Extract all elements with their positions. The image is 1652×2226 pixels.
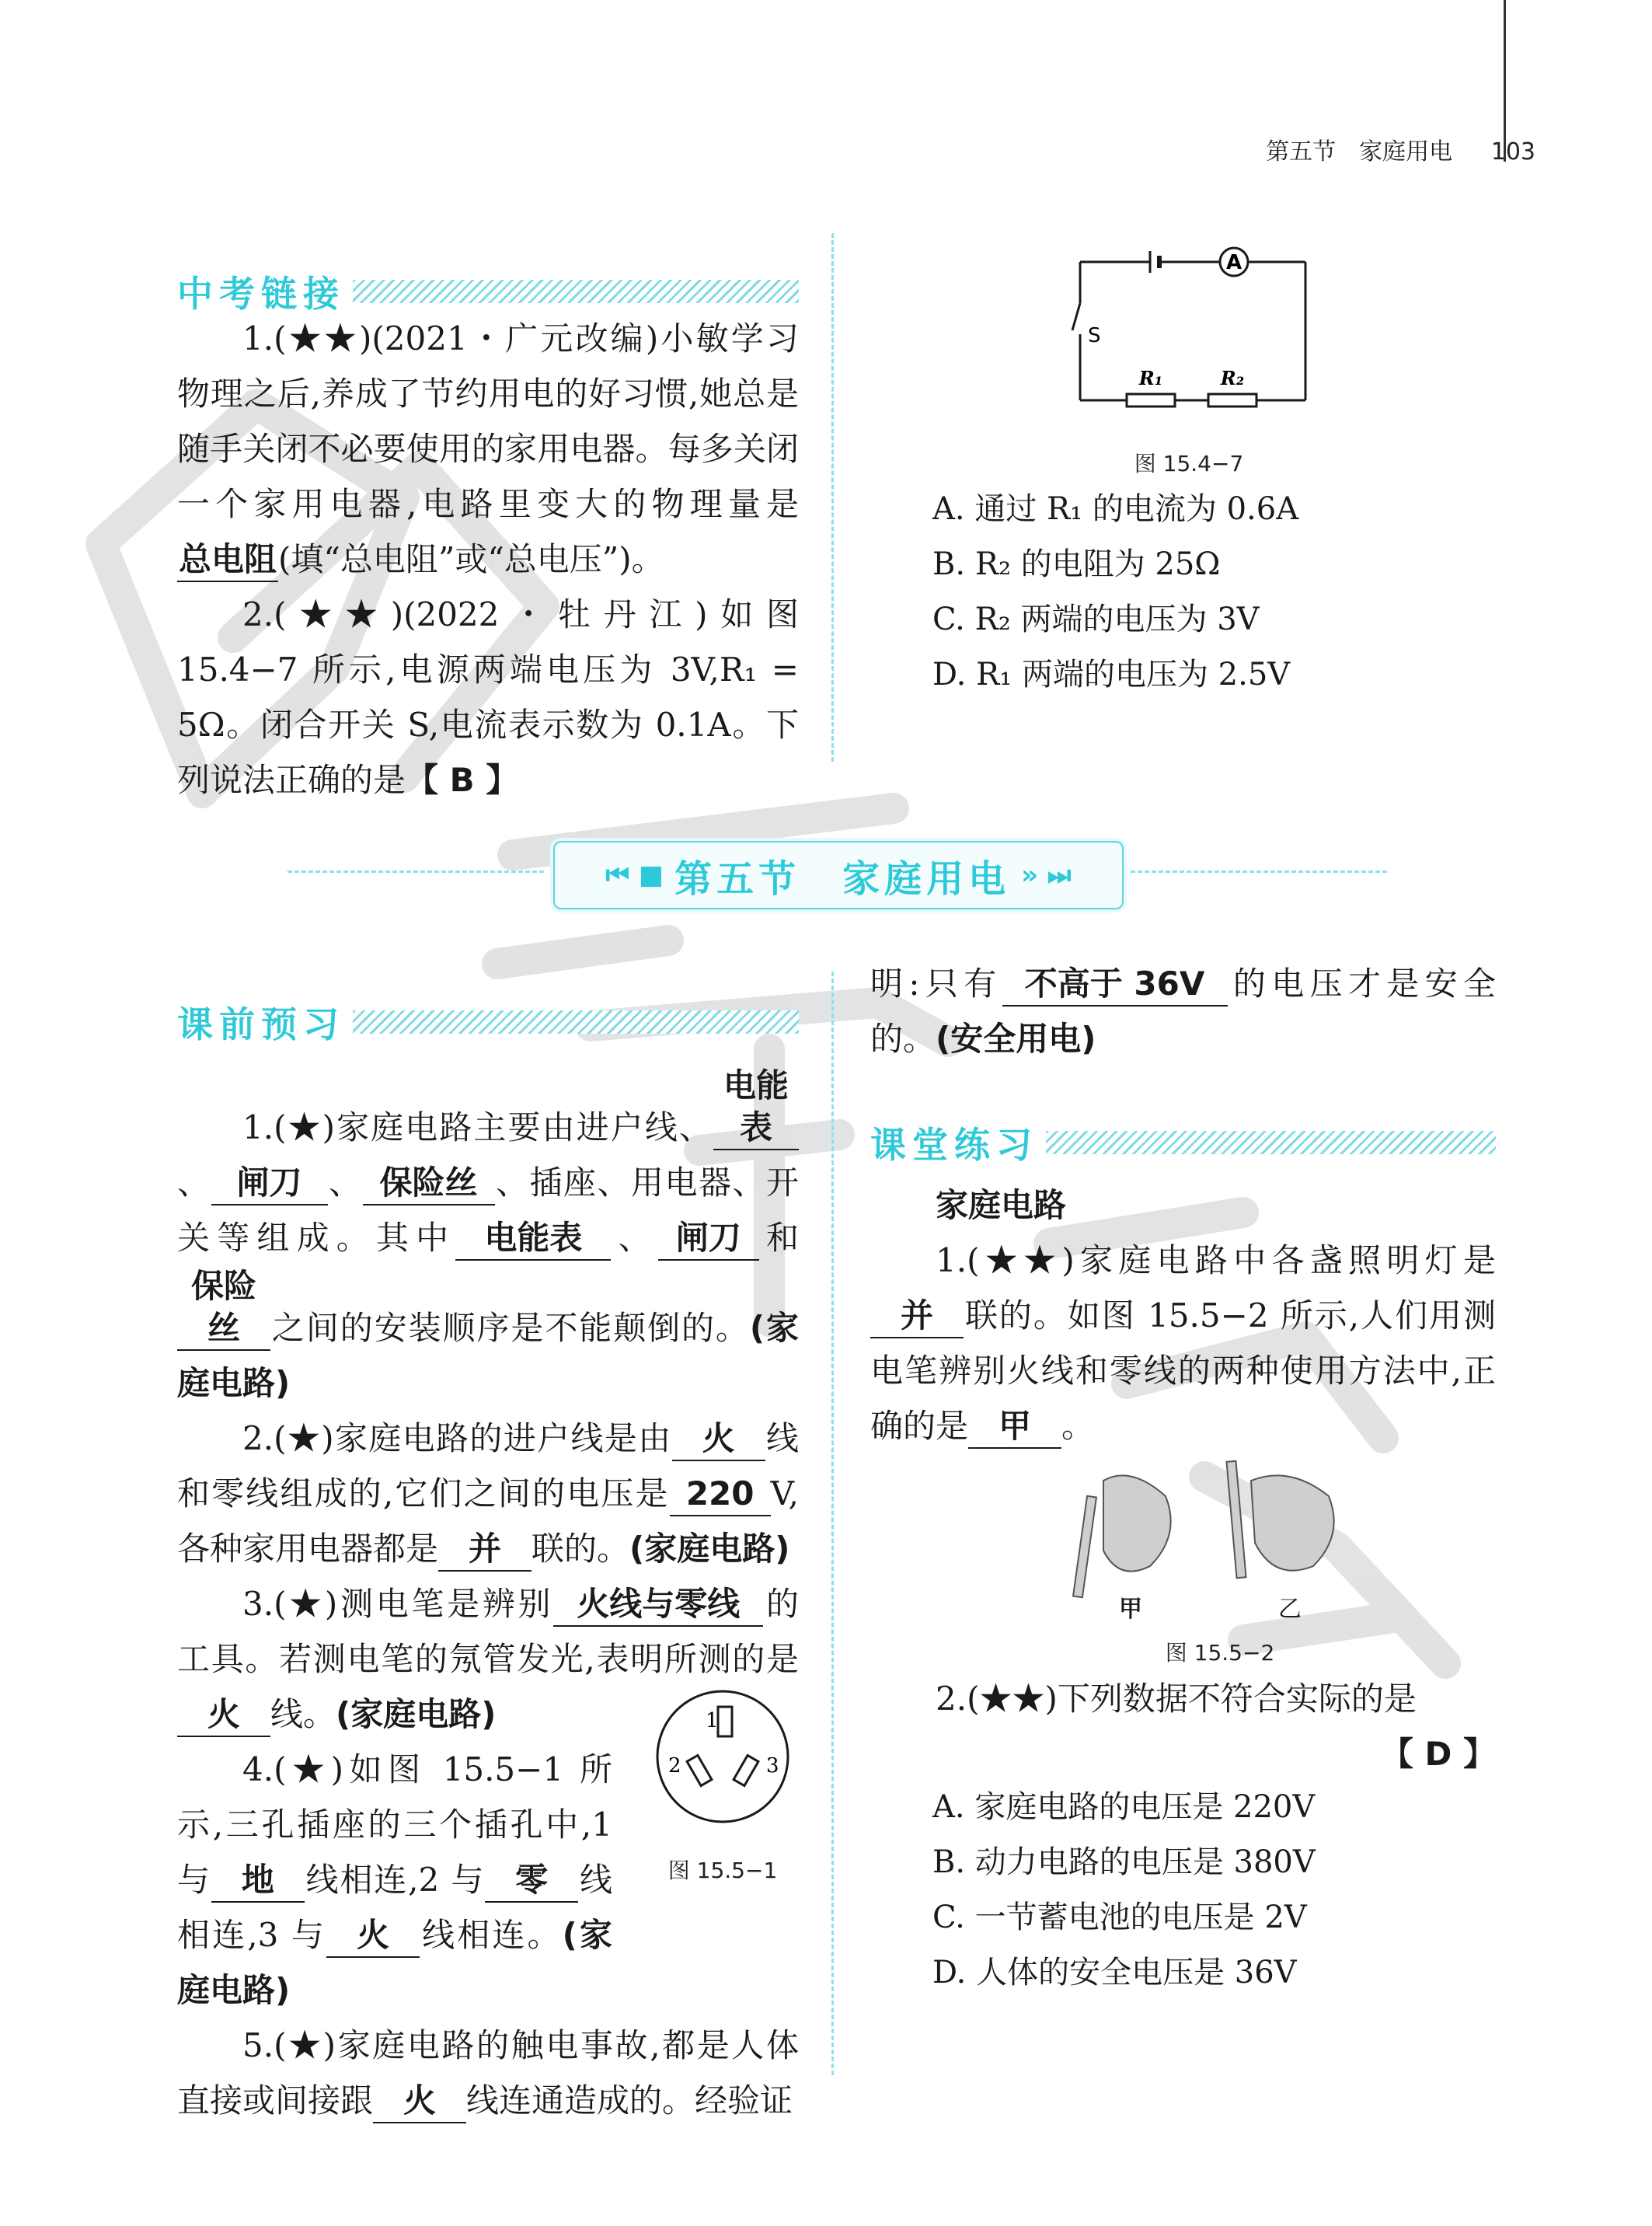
socket-hole-3: 3 xyxy=(766,1754,779,1778)
answer-blank: 并 xyxy=(870,1295,964,1338)
ammeter-label: A xyxy=(1225,251,1242,274)
preview-q3: 3.(★)测电笔是辨别 火线与零线 的工具。若测电笔的氖管发光,表明所测的是火 线。(家庭电路) xyxy=(177,1576,799,1742)
answer-blank: 火线与零线 xyxy=(553,1583,763,1627)
preview-q4: 4.(★)如图 15.5−1 所示,三孔插座的三个插孔中,1 与 地 线相连,2 与 零 线相连,3 与 火 线相连。(家庭电路) xyxy=(177,1750,612,2009)
socket-diagram xyxy=(653,1687,793,1827)
zhongkao-options xyxy=(932,482,1554,703)
answer-blank: 电能表 xyxy=(455,1217,611,1261)
option-c: C. R₂ 两端的电压为 3V xyxy=(932,602,1260,637)
answer-blank: 火 xyxy=(373,2080,466,2123)
answer-blank: 保险丝 xyxy=(177,1265,270,1351)
answer-blank: 220 xyxy=(670,1473,771,1516)
page-number: 103 xyxy=(1490,138,1535,166)
socket-hole-1: 1 xyxy=(706,1709,719,1732)
answer-bracket: 【 D 】 xyxy=(1380,1735,1496,1773)
zhongkao-q2: 2.(★★)(2022・牡丹江)如图 15.4−7 所示,电源两端电压为 3V,R₁ = 5Ω。闭合开关 S,电流表示数为 0.1A。下列说法正确的是【 B 】 xyxy=(177,595,799,799)
section-title-practice: 课堂练习 xyxy=(870,1119,1496,1166)
zhongkao-questions xyxy=(177,311,799,808)
answer-blank: 火 xyxy=(326,1914,420,1958)
option-c: C. 一节蓄电池的电压是 2V xyxy=(932,1900,1307,1935)
preview-q2: 2.(★)家庭电路的进户线是由 火 线和零线组成的,它们之间的电压是 220 V,各种家用电器都是 并 联的。(家庭电路) xyxy=(177,1411,799,1576)
banner-title: 第五节 家庭用电 xyxy=(674,857,1011,901)
option-a: A. 家庭电路的电压是 220V xyxy=(932,1789,1316,1825)
header-section-title: 第五节 家庭用电 xyxy=(1266,138,1453,166)
column-divider-bottom xyxy=(831,972,834,2075)
section-title-zhongkao: 中考链接 xyxy=(177,268,799,315)
option-b: B. 动力电路的电压是 380V xyxy=(932,1844,1316,1880)
option-d: D. 人体的安全电压是 36V xyxy=(932,1955,1297,1990)
practice-options xyxy=(932,1780,1554,2001)
option-a: A. 通过 R₁ 的电流为 0.6A xyxy=(932,491,1299,527)
answer-blank: 甲 xyxy=(968,1405,1061,1449)
preview-q1: 1.(★)家庭电路主要由进户线、电能表、 闸刀 、 保险丝 、插座、用电器、开关等组成。其中 电能表 、 闸刀 和保险丝 之间的安装顺序是不能颠倒的。(家庭电路) xyxy=(177,1066,799,1402)
answer-blank: 火 xyxy=(177,1694,270,1737)
page-header xyxy=(1266,132,1535,166)
answer-blank: 闸刀 xyxy=(658,1217,759,1261)
banner-line-left xyxy=(288,871,544,873)
section-banner xyxy=(553,841,1124,909)
banner-forward-icon: » ⏭ xyxy=(1021,860,1072,891)
title-hatch xyxy=(353,1010,799,1034)
figure-caption-15-4-7: 图 15.4−7 xyxy=(1134,451,1244,476)
zhongkao-q1: 1.(★★)(2021・广元改编)小敏学习物理之后,养成了节约用电的好习惯,她总是随手关闭不必要使用的家用电器。每多关闭一个家用电器,电路里变大的物理量是总电阻(填“总电阻”或“总电压”)。 xyxy=(177,311,799,587)
r1-label: R₁ xyxy=(1138,367,1163,389)
figure-caption-15-5-1: 图 15.5−1 xyxy=(667,1858,778,1883)
r2-label: R₂ xyxy=(1220,367,1245,389)
option-d: D. R₁ 两端的电压为 2.5V xyxy=(932,657,1291,693)
title-hatch xyxy=(1046,1131,1496,1154)
figure-label-left: 甲 xyxy=(1119,1596,1142,1623)
answer-blank: 地 xyxy=(211,1859,305,1903)
preview-q5-cont: 明:只有 不高于 36V 的电压才是安全的。(安全用电) xyxy=(870,965,1496,1058)
circuit-diagram xyxy=(1065,245,1321,408)
practice-questions xyxy=(870,1178,1496,1453)
answer-blank: 闸刀 xyxy=(211,1162,328,1205)
practice-subhead: 家庭电路 xyxy=(936,1186,1067,1224)
answer-bracket: 【 B 】 xyxy=(406,761,519,799)
answer-blank: 零 xyxy=(485,1859,578,1903)
test-pen-figure xyxy=(1057,1450,1368,1605)
preview-q5: 5.(★)家庭电路的触电事故,都是人体直接或间接跟 火 线连通造成的。经验证 xyxy=(177,2018,799,2128)
figure-label-right: 乙 xyxy=(1278,1596,1302,1623)
answer-blank: 保险丝 xyxy=(363,1162,495,1205)
answer-blank: 电能表 xyxy=(713,1065,799,1150)
column-divider-top xyxy=(831,233,834,762)
answer-blank: 火 xyxy=(672,1418,765,1461)
answer-blank: 不高于 36V xyxy=(1002,963,1228,1007)
socket-hole-2: 2 xyxy=(668,1754,681,1778)
section-title-preview: 课前预习 xyxy=(177,999,799,1045)
switch-label: S xyxy=(1088,324,1101,347)
preview-questions xyxy=(177,1065,799,2128)
practice-q2: 2.(★★)下列数据不符合实际的是 【 D 】 xyxy=(936,1680,1496,1773)
title-hatch xyxy=(353,280,799,303)
banner-rewind-icon: ⏮ ■ xyxy=(605,860,664,891)
figure-caption-15-5-2: 图 15.5−2 xyxy=(1165,1640,1275,1666)
practice-q1: 1.(★★)家庭电路中各盏照明灯是并 联的。如图 15.5−2 所示,人们用测电笔辨别火线和零线的两种使用方法中,正确的是 甲 。 xyxy=(870,1233,1496,1453)
option-b: B. R₂ 的电阻为 25Ω xyxy=(932,546,1221,582)
answer-blank: 总电阻 xyxy=(177,539,278,582)
banner-line-right xyxy=(1131,871,1387,873)
answer-blank: 并 xyxy=(438,1528,531,1572)
